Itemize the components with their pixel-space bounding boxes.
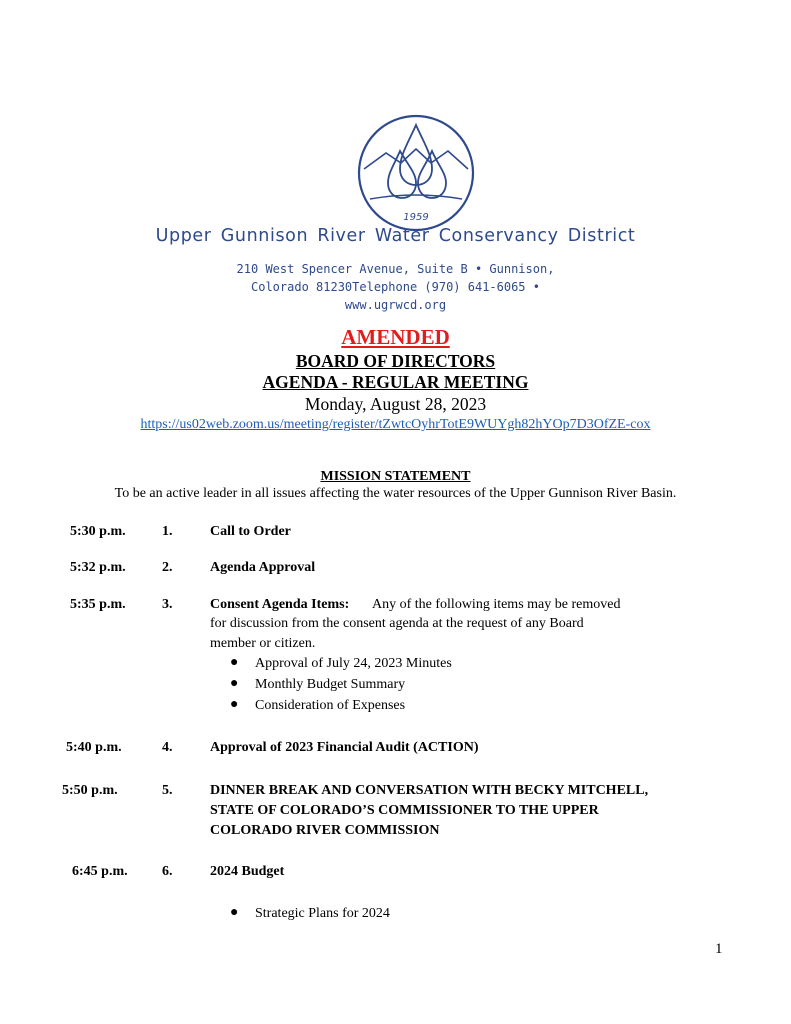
- address-line-1: 210 West Spencer Avenue, Suite B • Gunnison,: [236, 262, 555, 276]
- mission-heading: MISSION STATEMENT: [320, 469, 471, 484]
- address-line-2: Colorado 81230Telephone (970) 641-6065 •: [251, 280, 540, 294]
- bullet-icon: ●: [230, 655, 239, 670]
- item-title: 2024 Budget: [210, 864, 285, 879]
- zoom-link[interactable]: https://us02web.zoom.us/meeting/register/tZwtcOyhrTotE9WUYgh82hYOp7D3OfZE-cox: [140, 417, 651, 432]
- website-text: www.ugrwcd.org: [344, 298, 447, 312]
- item-description: member or citizen.: [210, 636, 316, 651]
- district-logo: [356, 113, 476, 233]
- item-time: 5:30 p.m.: [70, 524, 126, 539]
- item-number: 4.: [162, 740, 173, 755]
- item-number: 5.: [162, 783, 173, 798]
- item-time: 5:32 p.m.: [70, 560, 126, 575]
- meeting-date: Monday, August 28, 2023: [304, 394, 487, 414]
- org-name: Upper Gunnison River Water Conservancy District: [155, 226, 636, 246]
- amended-label: AMENDED: [341, 325, 450, 349]
- item-number: 2.: [162, 560, 173, 575]
- board-heading: BOARD OF DIRECTORS: [295, 351, 496, 371]
- item-number: 1.: [162, 524, 173, 539]
- bullet-icon: ●: [230, 676, 239, 691]
- item-description: Any of the following items may be removed: [372, 597, 621, 612]
- logo-year: 1959: [403, 212, 429, 223]
- item-description: for discussion from the consent agenda at the request of any Board: [210, 616, 584, 631]
- item-number: 3.: [162, 597, 173, 612]
- item-time: 5:50 p.m.: [62, 783, 118, 798]
- item-title: DINNER BREAK AND CONVERSATION WITH BECKY MITCHELL,: [210, 783, 649, 798]
- item-title: Consent Agenda Items:: [210, 597, 350, 612]
- item-title: COLORADO RIVER COMMISSION: [210, 823, 440, 838]
- item-title: STATE OF COLORADO’S COMMISSIONER TO THE UPPER: [210, 803, 599, 818]
- item-title: Call to Order: [210, 524, 291, 539]
- bullet-icon: ●: [230, 697, 239, 712]
- item-time: 6:45 p.m.: [72, 864, 128, 879]
- item-time: 5:40 p.m.: [66, 740, 122, 755]
- item-title: Agenda Approval: [210, 560, 316, 575]
- bullet-icon: ●: [230, 905, 239, 920]
- page-number: 1: [715, 941, 723, 957]
- item-time: 5:35 p.m.: [70, 597, 126, 612]
- item-title: Approval of 2023 Financial Audit (ACTION): [210, 740, 479, 755]
- mission-text: To be an active leader in all issues affecting the water resources of the Upper Gunnison River Basin.: [114, 486, 677, 501]
- agenda-heading: AGENDA - REGULAR MEETING: [262, 372, 529, 392]
- item-number: 6.: [162, 864, 173, 879]
